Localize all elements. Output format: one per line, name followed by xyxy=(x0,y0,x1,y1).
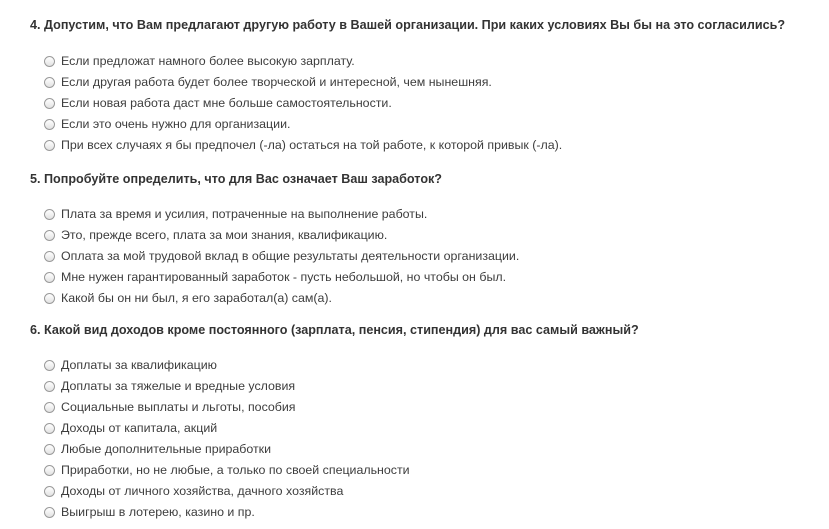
q6-option-7[interactable] xyxy=(44,482,343,500)
question-5-title: 5. Попробуйте определить, что для Вас означает Ваш заработок? xyxy=(30,172,443,186)
radio-button[interactable] xyxy=(44,98,55,109)
radio-button[interactable] xyxy=(44,209,55,220)
q6-option-6[interactable] xyxy=(44,461,410,479)
radio-button[interactable] xyxy=(44,444,55,455)
radio-button[interactable] xyxy=(44,119,55,130)
option-label: Если это очень нужно для организации. xyxy=(61,117,291,131)
q5-option-2[interactable] xyxy=(44,226,387,244)
option-label: Если другая работа будет более творческой и интересной, чем нынешняя. xyxy=(61,75,492,89)
option-label: При всех случаях я бы предпочел (-ла) остаться на той работе, к которой привык (-ла). xyxy=(61,138,563,152)
option-label: Доплаты за тяжелые и вредные условия xyxy=(61,379,296,393)
option-label: Если новая работа даст мне больше самостоятельности. xyxy=(61,96,392,110)
option-label: Это, прежде всего, плата за мои знания, квалификацию. xyxy=(61,228,388,242)
radio-button[interactable] xyxy=(44,402,55,413)
radio-button[interactable] xyxy=(44,272,55,283)
radio-button[interactable] xyxy=(44,77,55,88)
radio-button[interactable] xyxy=(44,507,55,518)
q4-option-5[interactable] xyxy=(44,136,562,154)
radio-button[interactable] xyxy=(44,423,55,434)
option-label: Любые дополнительные приработки xyxy=(61,442,272,456)
option-label: Выигрыш в лотерею, казино и пр. xyxy=(61,505,255,519)
q6-option-3[interactable] xyxy=(44,398,296,416)
radio-button[interactable] xyxy=(44,293,55,304)
option-label: Доходы от капитала, акций xyxy=(61,421,218,435)
q6-option-5[interactable] xyxy=(44,440,271,458)
radio-button[interactable] xyxy=(44,381,55,392)
option-label: Плата за время и усилия, потраченные на выполнение работы. xyxy=(61,207,428,221)
radio-button[interactable] xyxy=(44,486,55,497)
option-label: Какой бы он ни был, я его заработал(а) сам(а). xyxy=(61,291,332,305)
q4-option-1[interactable] xyxy=(44,52,355,70)
q4-option-3[interactable] xyxy=(44,94,392,112)
option-label: Оплата за мой трудовой вклад в общие результаты деятельности организации. xyxy=(61,249,520,263)
q6-option-8[interactable] xyxy=(44,503,255,521)
radio-button[interactable] xyxy=(44,56,55,67)
q5-option-5[interactable] xyxy=(44,289,332,307)
q5-option-3[interactable] xyxy=(44,247,519,265)
q4-option-2[interactable] xyxy=(44,73,492,91)
option-label: Социальные выплаты и льготы, пособия xyxy=(61,400,296,414)
option-label: Приработки, но не любые, а только по своей специальности xyxy=(61,463,410,477)
radio-button[interactable] xyxy=(44,360,55,371)
radio-button[interactable] xyxy=(44,230,55,241)
q6-option-1[interactable] xyxy=(44,356,217,374)
q5-option-4[interactable] xyxy=(44,268,506,286)
radio-button[interactable] xyxy=(44,140,55,151)
q6-option-4[interactable] xyxy=(44,419,217,437)
q4-option-4[interactable] xyxy=(44,115,290,133)
radio-button[interactable] xyxy=(44,251,55,262)
option-label: Если предложат намного более высокую зарплату. xyxy=(61,54,355,68)
question-4-title: 4. Допустим, что Вам предлагают другую работу в Вашей организации. При каких условиях Вы бы на это согласились? xyxy=(30,18,786,32)
option-label: Мне нужен гарантированный заработок - пусть небольшой, но чтобы он был. xyxy=(61,270,507,284)
option-label: Доходы от личного хозяйства, дачного хозяйства xyxy=(61,484,344,498)
q5-option-1[interactable] xyxy=(44,205,427,223)
option-label: Доплаты за квалификацию xyxy=(61,358,217,372)
question-6-title: 6. Какой вид доходов кроме постоянного (зарплата, пенсия, стипендия) для вас самый важный? xyxy=(30,323,639,337)
radio-button[interactable] xyxy=(44,465,55,476)
q6-option-2[interactable] xyxy=(44,377,295,395)
